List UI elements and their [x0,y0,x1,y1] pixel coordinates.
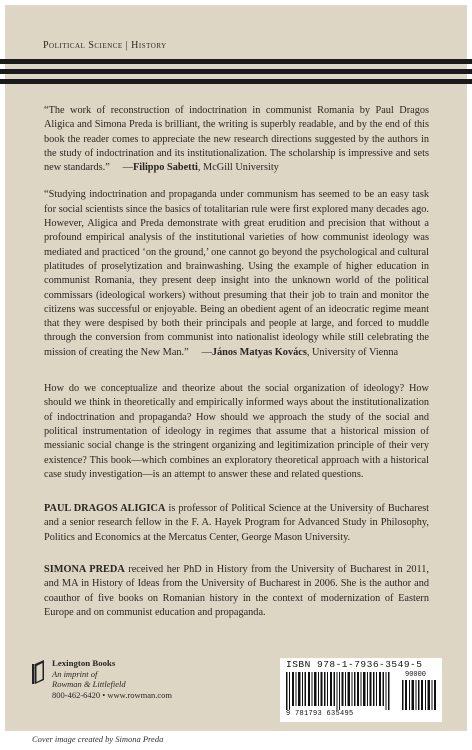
author-bio: is professor of Political Science at the University of Bucharest and a senior research fellow in the F. A. Hayek Program for Advanced Study in Philosophy, Politics and Economics at the Mercatus Center, George Mason University. [44,503,430,543]
publisher-logo-icon [32,658,46,688]
author-bio: received her PhD in History from the University of Bucharest in 2011, and MA in History of Ideas from the University of Bucharest in 2006. She is the author and coauthor of five books on Romanian history in the context of modernization of Eastern Europe and on communist education and propaganda. [44,564,429,618]
imprint-line: An imprint of [52,668,98,679]
author-bio-2 [44,563,429,620]
author-name: SIMONA PREDA [44,564,125,576]
decorative-bar [0,69,472,74]
quote-author: Filippo Sabetti [132,162,198,174]
addon-barcode-icon [402,680,438,710]
author-name: PAUL DRAGOS ALIGICA [44,503,166,515]
barcode-box [280,658,442,722]
decorative-bar [0,79,472,84]
publisher-info [52,658,172,700]
endorsement-quote-1: “The work of reconstruction of indoctrination in communist Romania by Paul Dragos Aligica and Simona Preda is brilliant, the writing is superbly readable, and by the end of this book the reader comes to appreciate the new research directions suggested by the authors in the study of indoctrination and its institutionalization. The scholarship is impressive and sets new standards.” —Filippo Sabetti, McGill University [44,105,429,174]
cover-credit: Cover image created by Simona Preda [32,734,164,744]
decorative-bar [0,59,472,64]
publisher-contact: 800-462-6420 • www.rowman.com [52,689,172,700]
back-cover-text [44,104,429,633]
quote-text: “Studying indoctrination and propaganda under communism has seemed to be an easy task for social scientists since the basics of totalitarian rule were first explored many decades ago. However, Aligica and Preda demonstrate with great erudition and precision that without a profound empirical analysis of the institutional varieties of how communist ideology was mediated and practiced ‘on the ground,’ one cannot go beyond the psychological and cultural platitudes of proselytization and brainwashing. Using the example of higher education in communist Romania, they present deep insight into the unknown world of the political commissars (ideological workers) without presuming that their job to train and monitor the citizens was successful or enjoyable. Being an obedient agent of an ideocratic regime meant that they were despised by both their principals and people at large, and forced to muddle through the conversion from communist into nationalist ideology while still celebrating the mission of creating the New Man.” [44,189,429,358]
footer [32,658,442,724]
author-bio-1 [44,502,429,545]
barcode-digits: 9 781793 635495 [286,710,354,718]
quote-author: János Matyas Kovács [211,346,307,358]
endorsement-quote-2: “Studying indoctrination and propaganda under communism has seemed to be an easy task for social scientists since the basics of totalitarian rule were first explored many decades ago. However, Aligica and Preda demonstrate with great erudition and precision that without a profound empirical analysis of the institutional varieties of how communist ideology was mediated and practiced ‘on the ground,’ one cannot go beyond the psychological and cultural platitudes of proselytization and brainwashing. Using the example of higher education in communist Romania, they present deep insight into the unknown world of the political commissars (ideological workers) without presuming that their job to train and monitor the citizens was successful or enjoyable. Being an obedient agent of an ideocratic regime meant that they were despised by both their principals and people at large, and forced to muddle through the conversion from communist into nationalist ideology while still celebrating the mission of creating the New Man.” —János Matyas Kovács, University of Vienna [44,189,429,358]
barcode-icon [286,672,398,710]
isbn-number: ISBN 978-1-7936-3549-5 [286,659,423,670]
book-description: How do we conceptualize and theorize about the social organization of ideology? How should we think in theoretically and empirically informed ways about the institutionalization of indoctrination and propaganda? How should we approach the study of the social and political instrumentation of ideology in regimes that assume that a historical mission of messianic social change is the stringent organizing and legitimization principle of their very existence? This book—which combines an exploratory theoretical approach with a historical case study investigation—is an attempt to answer these and related questions. [44,383,429,480]
quote-affiliation: , McGill University [197,162,279,174]
quote-affiliation: , University of Vienna [306,346,399,358]
imprint-parent: Rowman & Littlefield [52,679,126,689]
price-addon: 90000 [405,671,427,679]
quote-text: “The work of reconstruction of indoctrination in communist Romania by Paul Dragos Aligica and Simona Preda is brilliant, the writing is superbly readable, and by the end of this book the reader comes to appreciate the new research directions suggested by the authors in the study of indoctrination and its institutionalization. The scholarship is impressive and sets new standards.” [44,105,429,174]
publisher-name: Lexington Books [52,658,116,668]
subject-category: Political Science | History [43,40,167,51]
